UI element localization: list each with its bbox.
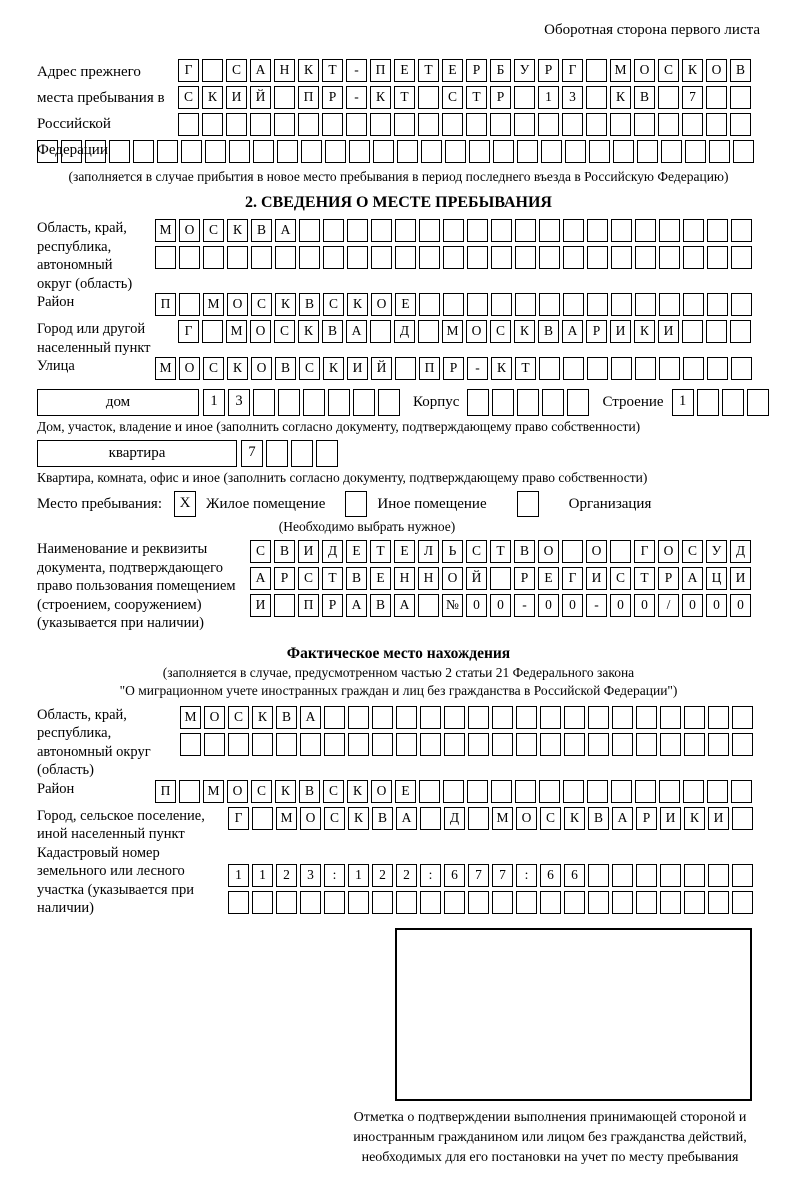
house-row xyxy=(37,389,760,416)
cadastral-label: Кадастровый номер земельного или лесного участка (указывается при наличии) xyxy=(37,844,194,916)
actual-district-field xyxy=(37,780,760,807)
cadastral-row-1[interactable]: 1 1 2 3 : 1 2 2 : 6 7 7 : 6 6 xyxy=(228,864,756,887)
city-row[interactable]: Г М О С К В А Д М О С К В А Р И К И xyxy=(178,320,754,343)
stroenie-label: Строение xyxy=(602,394,664,410)
prev-address-row-2[interactable]: С К И Й П Р - К Т С Т Р 1 3 К В 7 xyxy=(178,86,757,109)
actual-region-field xyxy=(37,706,760,780)
street-label: Улица xyxy=(37,358,75,374)
stay-option-other-checkbox[interactable] xyxy=(345,491,367,517)
city-label: Город или другой населенный пункт xyxy=(37,321,151,356)
actual-region-label: Область, край, республика, автономный округ (область) xyxy=(37,706,151,778)
cadastral-field xyxy=(37,844,760,918)
section2-title: 2. СВЕДЕНИЯ О МЕСТЕ ПРЕБЫВАНИЯ xyxy=(245,194,552,211)
stay-option-other-label: Иное помещение xyxy=(377,495,487,512)
actual-location-note-2: "О миграционном учете иностранных граждан и лиц без гражданства в Российской Федерации") xyxy=(119,682,678,698)
stay-option-residential-label: Жилое помещение xyxy=(206,495,326,512)
apartment-number-cells[interactable]: 7 xyxy=(241,440,341,467)
actual-city-field xyxy=(37,807,760,844)
stay-option-organization-checkbox[interactable] xyxy=(517,491,539,517)
stay-type-label: Место пребывания: xyxy=(37,495,162,512)
actual-location-note-1: (заполняется в случае, предусмотренном частью 2 статьи 21 Федерального закона xyxy=(162,664,635,680)
apartment-row xyxy=(37,440,760,467)
region-field xyxy=(37,219,760,293)
region-row-1[interactable]: М О С К В А xyxy=(155,219,755,242)
house-number-cells[interactable]: 1 3 xyxy=(203,389,403,416)
prev-address-note: (заполняется в случае прибытия в новое место пребывания в период последнего въезда в Российскую Федерацию) xyxy=(68,169,729,184)
document-row-2[interactable]: А Р С Т В Е Н Н О Й Р Е Г И С Т Р А Ц И xyxy=(250,567,754,590)
document-field xyxy=(37,540,760,633)
actual-district-label: Район xyxy=(37,780,75,797)
stay-type-note: (Необходимо выбрать нужное) xyxy=(278,519,456,534)
prev-address-row-4[interactable] xyxy=(37,140,757,163)
korpus-cells[interactable] xyxy=(467,389,592,416)
prev-address-field xyxy=(37,59,760,167)
document-label: Наименование и реквизиты документа, подтверждающего право пользования помещением (строением, сооружением) (указывается при наличии) xyxy=(37,541,236,631)
document-row-3[interactable]: И П Р А В А № 0 0 - 0 0 - 0 0 / 0 0 0 xyxy=(250,594,754,617)
cadastral-row-2[interactable] xyxy=(228,891,756,914)
prev-address-row-3[interactable] xyxy=(178,113,757,136)
street-row[interactable]: М О С К О В С К И Й П Р - К Т xyxy=(155,357,755,380)
actual-region-row-2[interactable] xyxy=(180,733,756,756)
region-row-2[interactable] xyxy=(155,246,755,269)
actual-city-row[interactable]: Г М О С К В А Д М О С К В А Р И К И xyxy=(228,807,756,830)
district-field xyxy=(37,293,760,320)
confirmation-stamp-area xyxy=(395,928,752,1101)
apartment-box-label: квартира xyxy=(37,440,237,467)
house-box-label: дом xyxy=(37,389,199,416)
document-row-1[interactable]: С В И Д Е Т Е Л Ь С Т В О О Г О С У Д xyxy=(250,540,754,563)
prev-address-label: Адрес прежнего места пребывания в Российской Федерации xyxy=(37,64,165,158)
stay-option-organization-label: Организация xyxy=(568,495,652,512)
street-field xyxy=(37,357,760,384)
confirmation-stamp-caption: Отметка о подтверждении выполнения принимающей стороной и иностранным гражданином или лицом без гражданства действий, необходимых для его постановки на учет по месту пребывания xyxy=(353,1109,747,1165)
page-side-note: Оборотная сторона первого листа xyxy=(544,22,760,38)
stay-type-row xyxy=(37,491,760,517)
city-field xyxy=(37,320,760,357)
region-label: Область, край, республика, автономный округ (область) xyxy=(37,220,133,292)
actual-city-label: Город, сельское поселение, иной населенный пункт xyxy=(37,807,205,842)
actual-location-title: Фактическое место нахождения xyxy=(286,644,511,662)
district-label: Район xyxy=(37,294,75,310)
prev-address-row-1[interactable]: Г С А Н К Т - П Е Т Е Р Б У Р Г М О С К О В xyxy=(178,59,757,82)
house-caption: Дом, участок, владение и иное (заполнить согласно документу, подтверждающему право собственности) xyxy=(37,419,641,434)
actual-region-row-1[interactable]: М О С К В А xyxy=(180,706,756,729)
stroenie-cells[interactable]: 1 xyxy=(672,389,772,416)
district-row[interactable]: П М О С К В С К О Е xyxy=(155,293,755,316)
actual-district-row[interactable]: П М О С К В С К О Е xyxy=(155,780,755,803)
korpus-label: Корпус xyxy=(413,394,460,410)
apartment-caption: Квартира, комната, офис и иное (заполнить согласно документу, подтверждающему право собственности) xyxy=(37,470,648,485)
stay-option-residential-checkbox[interactable]: X xyxy=(174,491,196,517)
